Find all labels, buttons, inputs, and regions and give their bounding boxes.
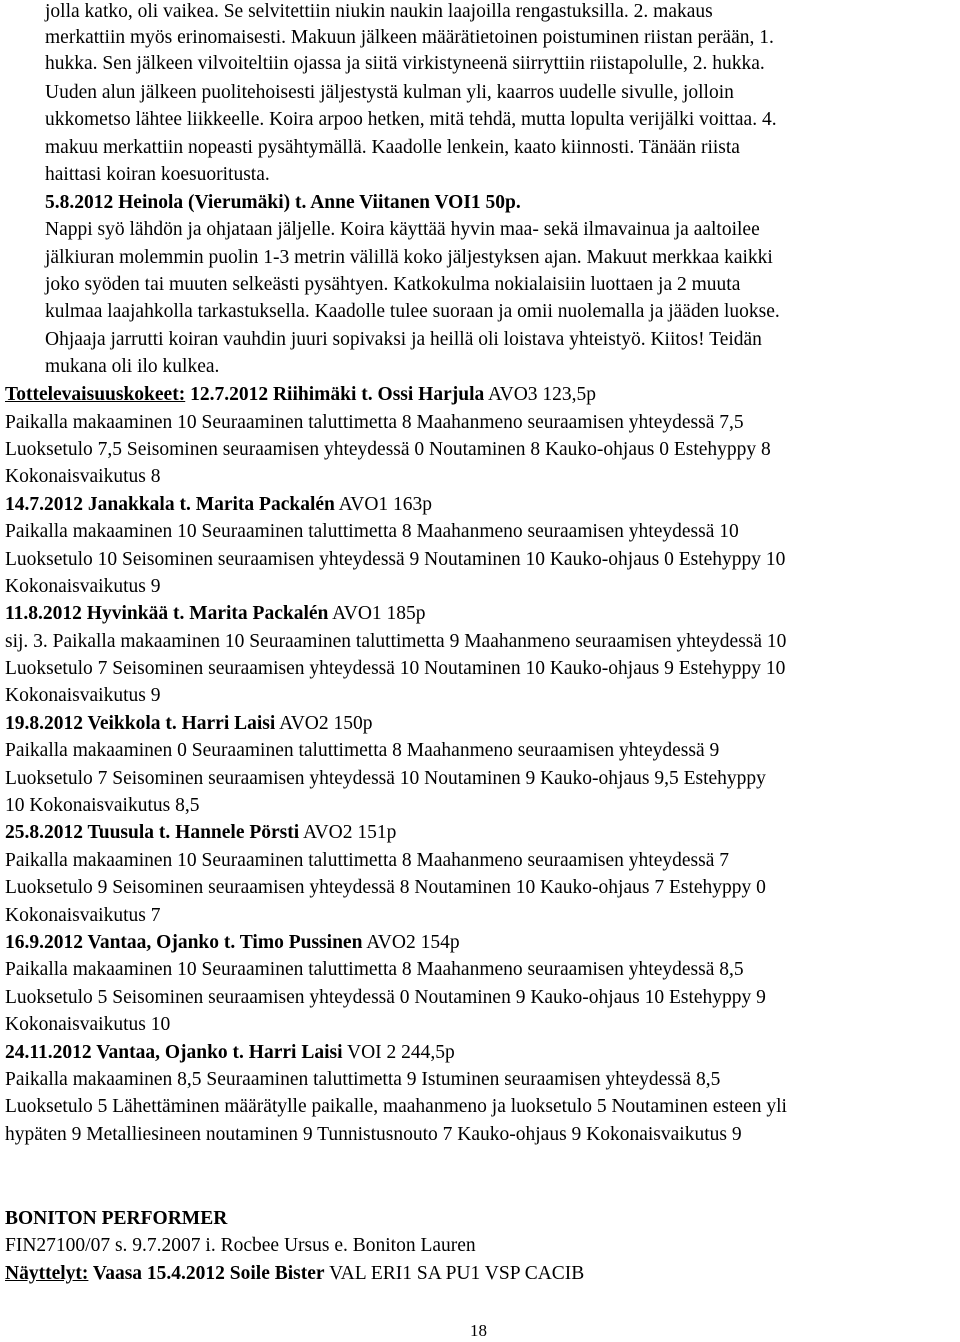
heinola-line: joko syöden tai muuten selkeästi pysähtyen. Katkokulma nokialaisiin luottaen ja 2 muuta	[45, 274, 741, 295]
obedience-line: Paikalla makaaminen 8,5 Seuraaminen taluttimetta 9 Istuminen seuraamisen yhteydessä 8,5	[5, 1069, 721, 1090]
obedience-entry-heading: 14.7.2012 Janakkala t. Marita Packalén AVO1 163p	[5, 494, 433, 515]
obedience-line: Paikalla makaaminen 10 Seuraaminen taluttimetta 8 Maahanmeno seuraamisen yhteydessä 7	[5, 850, 729, 871]
obedience-line: Luoksetulo 5 Lähettäminen määrätylle paikalle, maahanmeno ja luoksetulo 5 Noutaminen esteen yli	[5, 1096, 787, 1117]
obedience-line: Paikalla makaaminen 10 Seuraaminen taluttimetta 8 Maahanmeno seuraamisen yhteydessä 10	[5, 521, 739, 542]
obedience-line: Luoksetulo 9 Seisominen seuraamisen yhteydessä 8 Noutaminen 10 Kauko-ohjaus 7 Estehyppy 0	[5, 877, 766, 898]
obedience-line: Luoksetulo 7,5 Seisominen seuraamisen yhteydessä 0 Noutaminen 8 Kauko-ohjaus 0 Estehyppy 8	[5, 439, 771, 460]
intro-line: merkattiin myös erinomaisesti. Makuun jälkeen määrätietoinen poistuminen riistan perään, 1.	[45, 27, 774, 48]
obedience-line: Kokonaisvaikutus 8	[5, 466, 161, 487]
obedience-entry-heading: 19.8.2012 Veikkola t. Harri Laisi AVO2 150p	[5, 713, 373, 734]
heinola-heading: 5.8.2012 Heinola (Vierumäki) t. Anne Viitanen VOI1 50p.	[45, 192, 521, 213]
obedience-line: sij. 3. Paikalla makaaminen 10 Seuraaminen taluttimetta 9 Maahanmeno seuraamisen yhteydessä 10	[5, 631, 787, 652]
obedience-line: Paikalla makaaminen 10 Seuraaminen taluttimetta 8 Maahanmeno seuraamisen yhteydessä 7,5	[5, 412, 744, 433]
dog-pedigree: FIN27100/07 s. 9.7.2007 i. Rocbee Ursus e. Boniton Lauren	[5, 1235, 476, 1256]
heinola-line: jälkiuran molemmin puolin 1-3 metrin välillä koko jäljestyksen ajan. Makuut merkkaa kaikki	[45, 247, 773, 268]
obedience-line: Luoksetulo 7 Seisominen seuraamisen yhteydessä 10 Noutaminen 10 Kauko-ohjaus 9 Estehyppy 10	[5, 658, 786, 679]
heinola-line: kulmaa laajahkolla tarkastuksella. Kaadolle tulee suoraan ja omii nuolemalla ja jääden luokse.	[45, 301, 780, 322]
obedience-entry-heading: 24.11.2012 Vantaa, Ojanko t. Harri Laisi VOI 2 244,5p	[5, 1042, 455, 1063]
heinola-line: mukana oli ilo kulkea.	[45, 356, 220, 377]
dog-name: BONITON PERFORMER	[5, 1208, 228, 1229]
shows-label: Näyttelyt:	[5, 1263, 89, 1284]
obedience-line: Kokonaisvaikutus 10	[5, 1014, 171, 1035]
obedience-entry-heading: Tottelevaisuuskokeet: 12.7.2012 Riihimäki t. Ossi Harjula AVO3 123,5p	[5, 384, 597, 405]
obedience-line: Luoksetulo 10 Seisominen seuraamisen yhteydessä 9 Noutaminen 10 Kauko-ohjaus 0 Estehyppy 10	[5, 549, 786, 570]
obedience-line: Kokonaisvaikutus 9	[5, 685, 161, 706]
page-number: 18	[470, 1321, 487, 1340]
heinola-line: Nappi syö lähdön ja ohjataan jäljelle. Koira käyttää hyvin maa- sekä ilmavainua ja aaltoilee	[45, 219, 760, 240]
intro-line: haittasi koiran koesuoritusta.	[45, 164, 270, 185]
obedience-line: hypäten 9 Metalliesineen noutaminen 9 Tunnistusnouto 7 Kauko-ohjaus 9 Kokonaisvaikutus 9	[5, 1124, 742, 1145]
obedience-line: Luoksetulo 5 Seisominen seuraamisen yhteydessä 0 Noutaminen 9 Kauko-ohjaus 10 Estehyppy 9	[5, 987, 766, 1008]
intro-line: jolla katko, oli vaikea. Se selvitettiin niukin naukin laajoilla rengastuksilla. 2. makaus	[45, 1, 713, 22]
intro-line: Uuden alun jälkeen puolitehoisesti jäljestystä kulman yli, kaarros uudelle sivulle, jolloin	[45, 82, 734, 103]
obedience-line: 10 Kokonaisvaikutus 8,5	[5, 795, 200, 816]
intro-line: hukka. Sen jälkeen vilvoiteltiin ojassa ja siitä virkistyneenä siirryttiin riistapolulle, 2. hukka.	[45, 53, 765, 74]
obedience-line: Kokonaisvaikutus 9	[5, 576, 161, 597]
obedience-entry-heading: 16.9.2012 Vantaa, Ojanko t. Timo Pussinen AVO2 154p	[5, 932, 460, 953]
obedience-line: Paikalla makaaminen 0 Seuraaminen taluttimetta 8 Maahanmeno seuraamisen yhteydessä 9	[5, 740, 720, 761]
intro-line: makuu merkattiin nopeasti pysähtymällä. Kaadolle lenkein, kaato kiinnosti. Tänään riista	[45, 137, 740, 158]
obedience-line: Luoksetulo 7 Seisominen seuraamisen yhteydessä 10 Noutaminen 9 Kauko-ohjaus 9,5 Estehyppy	[5, 768, 766, 789]
obedience-entry-heading: 11.8.2012 Hyvinkää t. Marita Packalén AVO1 185p	[5, 603, 426, 624]
heinola-line: Ohjaaja jarrutti koiran vauhdin juuri sopivaksi ja heillä oli loistava yhteistyö. Kiitos! Teidän	[45, 329, 762, 350]
intro-line: ukkometso lähtee liikkeelle. Koira arpoo hetken, mitä tehdä, mutta lopulta verijälki voittaa. 4.	[45, 109, 777, 130]
section-label: Tottelevaisuuskokeet:	[5, 384, 186, 405]
obedience-entry-heading: 25.8.2012 Tuusula t. Hannele Pörsti AVO2 151p	[5, 822, 397, 843]
dog-shows: Näyttelyt: Vaasa 15.4.2012 Soile Bister VAL ERI1 SA PU1 VSP CACIB	[5, 1263, 585, 1284]
obedience-line: Paikalla makaaminen 10 Seuraaminen taluttimetta 8 Maahanmeno seuraamisen yhteydessä 8,5	[5, 959, 744, 980]
obedience-line: Kokonaisvaikutus 7	[5, 905, 161, 926]
